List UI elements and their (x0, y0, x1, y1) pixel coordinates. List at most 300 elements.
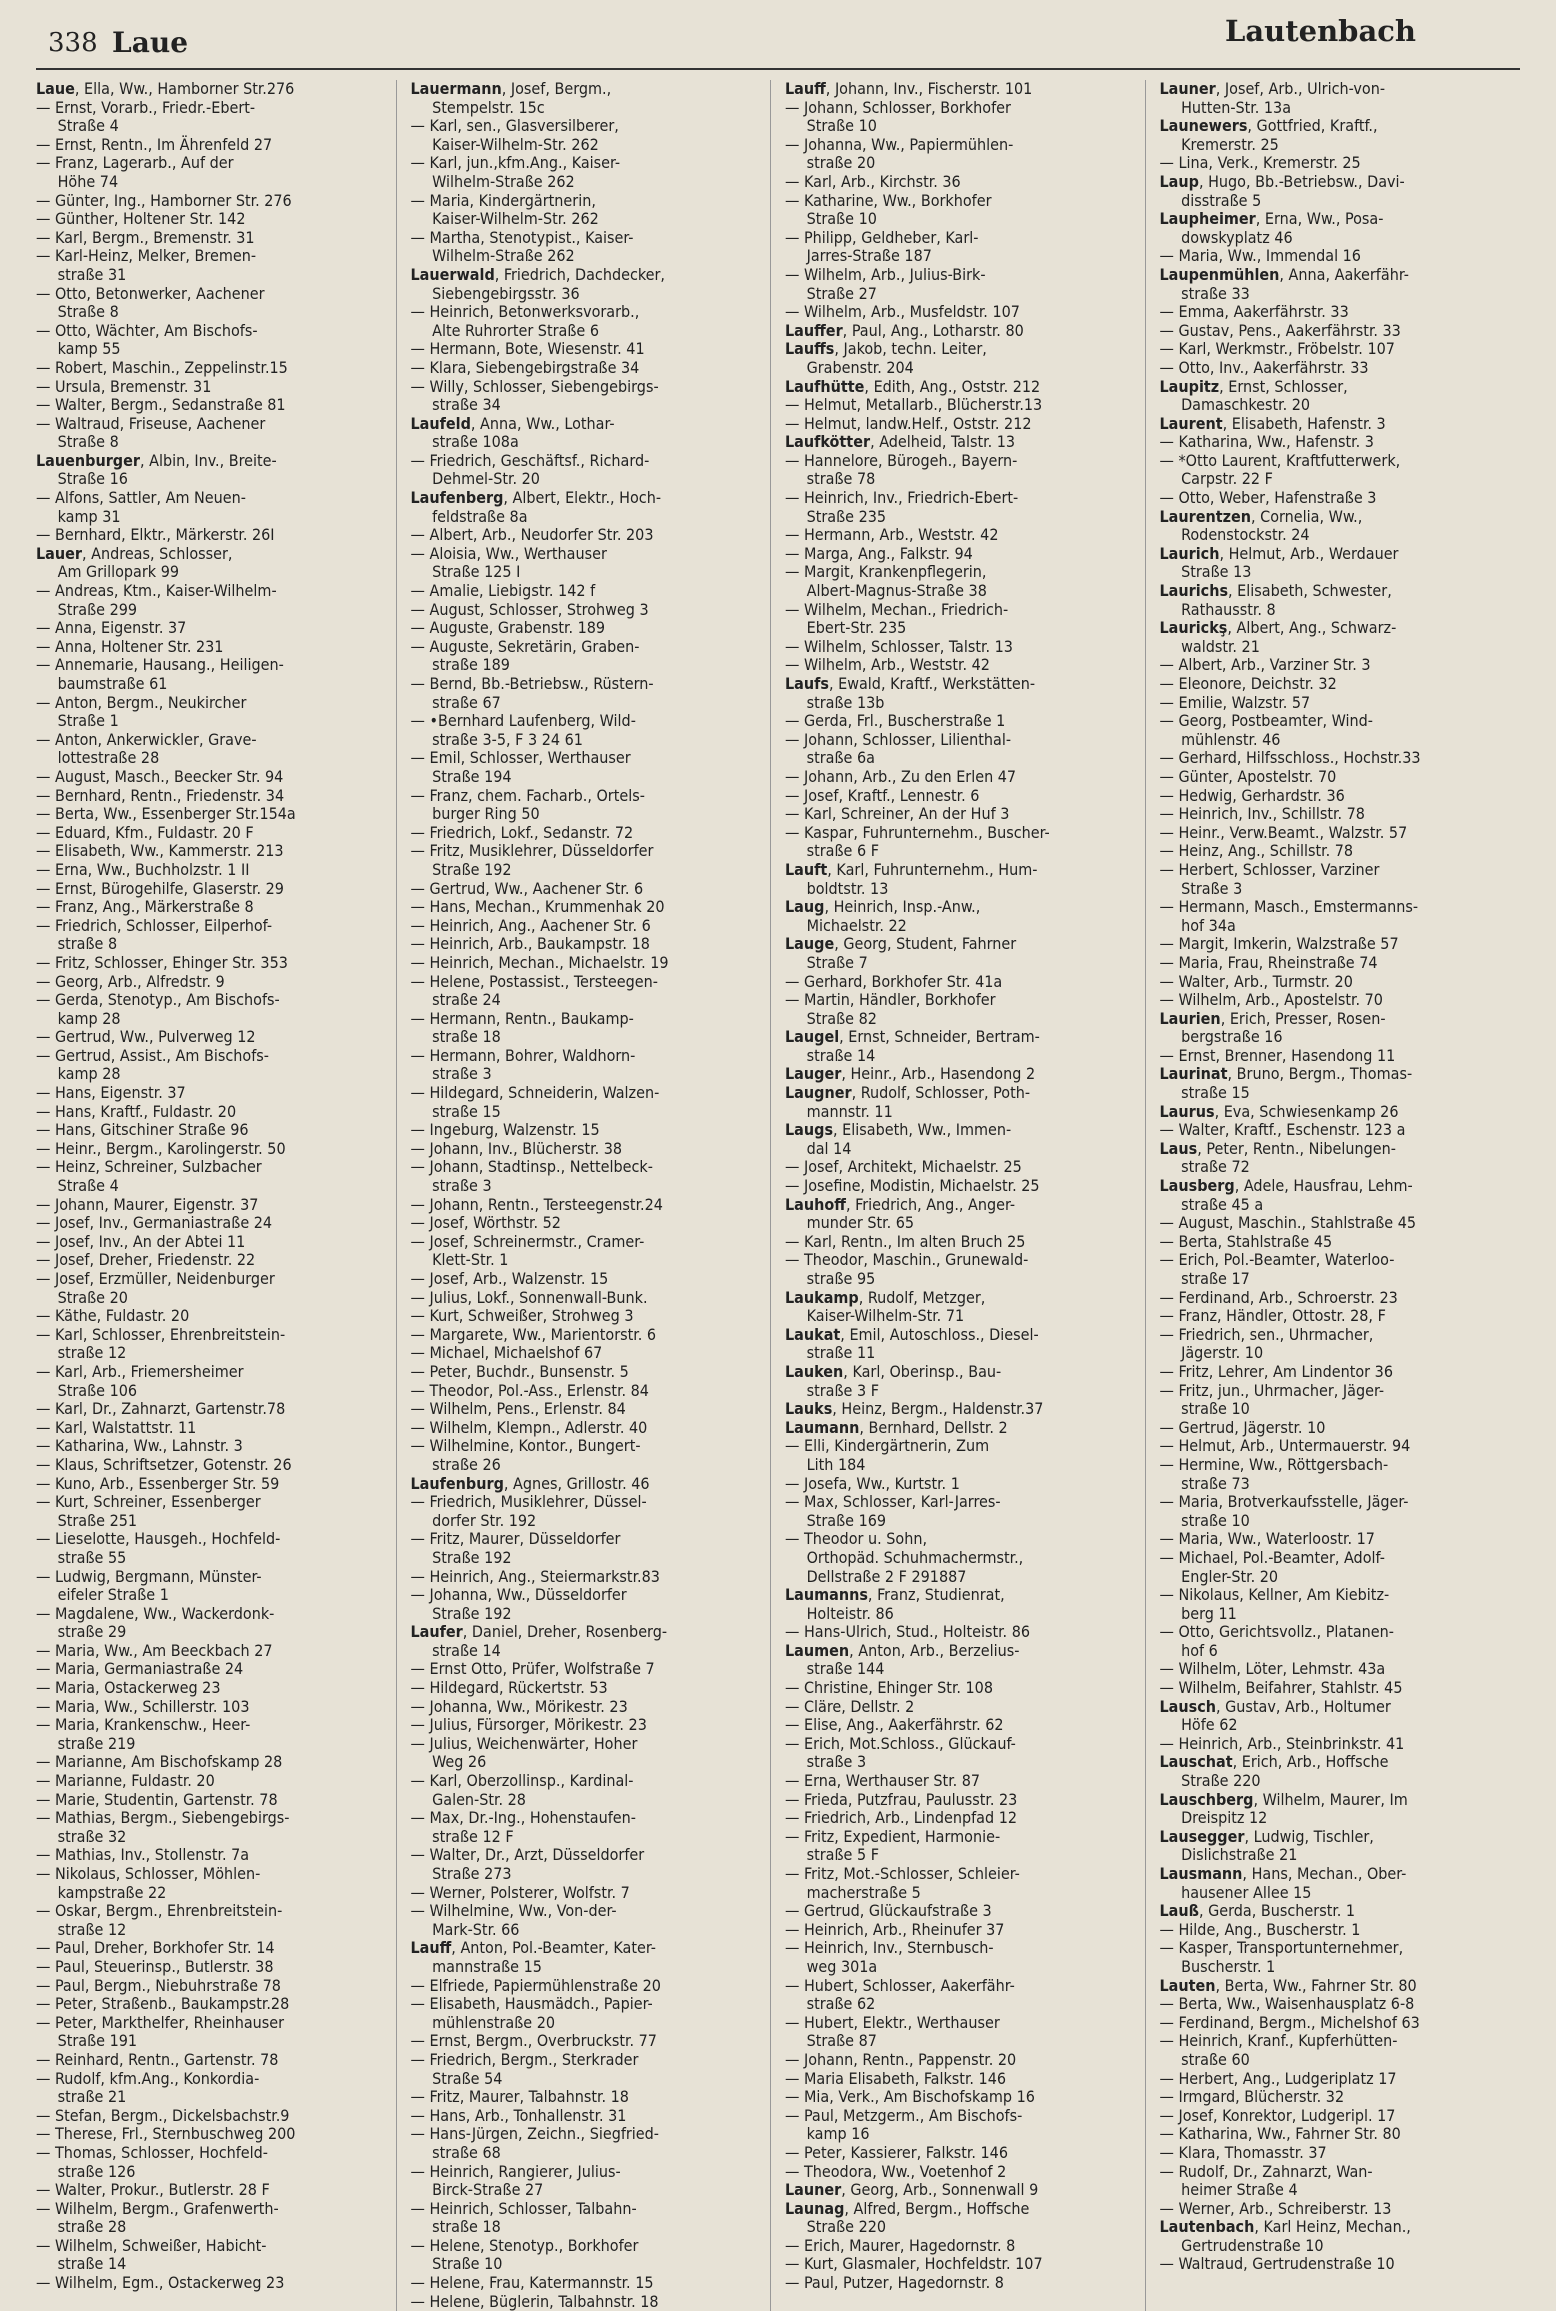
directory-entry: — Theodor u. Sohn, (785, 1529, 928, 1549)
directory-entry: — Gerhard, Hilfsschloss., Hochstr.33 (1159, 748, 1421, 768)
directory-entry: — Fritz, Lehrer, Am Lindentor 36 (1159, 1361, 1393, 1381)
directory-entry: Lauer, Andreas, Schlosser, (36, 543, 233, 563)
directory-entry: — Helene, Büglerin, Talbahnstr. 18 (410, 2291, 659, 2311)
page-guide-word: Lautenbach (1224, 14, 1416, 48)
directory-entry: Dreispitz 12 (1159, 1808, 1268, 1828)
directory-entry: — Lieselotte, Hausgeh., Hochfeld- (36, 1529, 281, 1549)
directory-entry: Laurent, Elisabeth, Hafenstr. 3 (1159, 413, 1386, 433)
directory-entry: — Gertrud, Assist., Am Bischofs- (36, 1045, 269, 1065)
directory-entry: straße 108a (410, 432, 519, 452)
page-first-word: Laue (112, 26, 189, 59)
directory-entry: — Klaus, Schriftsetzer, Gotenstr. 26 (36, 1454, 292, 1474)
directory-entry: — Waltraud, Gertrudenstraße 10 (1159, 2254, 1395, 2274)
directory-entry: Dellstraße 2 F 291887 (785, 1566, 967, 1586)
column-3 (785, 80, 1146, 2311)
directory-entry: — Marianne, Am Bischofskamp 28 (36, 1752, 283, 1772)
directory-entry: — Alfons, Sattler, Am Neuen- (36, 488, 246, 508)
directory-entry: — Gertrud, Glückaufstraße 3 (785, 1901, 992, 1921)
directory-entry: — Paul, Putzer, Hagedornstr. 8 (785, 2273, 1004, 2293)
directory-entry: kamp 31 (36, 506, 121, 526)
directory-entry: straße 73 (1159, 1473, 1250, 1493)
directory-entry: — Ursula, Bremenstr. 31 (36, 376, 212, 396)
directory-entry: Lauger, Heinr., Arb., Hasendong 2 (785, 1064, 1036, 1084)
directory-entry: Höhe 74 (36, 171, 119, 191)
directory-entry: — Heinrich, Inv., Friedrich-Ebert- (785, 488, 1019, 508)
directory-entry: Jägerstr. 10 (1159, 1343, 1264, 1363)
directory-entry: Dehmel-Str. 20 (410, 469, 540, 489)
directory-entry: — Karl, Arb., Kirchstr. 36 (785, 171, 961, 191)
directory-entry: — Wilhelm, Mechan., Friedrich- (785, 599, 1009, 619)
directory-entry: Laugel, Ernst, Schneider, Bertram- (785, 1027, 1040, 1047)
directory-entry: — Heinr., Verw.Beamt., Walzstr. 57 (1159, 822, 1408, 842)
directory-entry: — •Bernhard Laufenberg, Wild- (410, 711, 636, 731)
directory-entry: Laumen, Anton, Arb., Berzelius- (785, 1640, 1020, 1660)
directory-entry: — Julius, Lokf., Sonnenwall-Bunk. (410, 1287, 648, 1307)
directory-entry: Straße 194 (410, 766, 512, 786)
directory-entry: Straße 20 (36, 1287, 128, 1307)
directory-entry: — Hilde, Ang., Buscherstr. 1 (1159, 1919, 1361, 1939)
directory-columns (36, 79, 1520, 2311)
directory-entry: — Johann, Inv., Blücherstr. 38 (410, 1138, 623, 1158)
directory-entry: — Berta, Stahlstraße 45 (1159, 1231, 1333, 1251)
directory-entry: — Heinrich, Ang., Steiermarkstr.83 (410, 1566, 660, 1586)
directory-entry: — Peter, Kassierer, Falkstr. 146 (785, 2142, 1008, 2162)
directory-entry: Straße 87 (785, 2031, 877, 2051)
directory-entry: Birck-Straße 27 (410, 2180, 544, 2200)
directory-entry: — Heinrich, Ang., Aachener Str. 6 (410, 915, 651, 935)
directory-entry: hof 34a (1159, 915, 1236, 935)
directory-entry: — Maria, Brotverkaufsstelle, Jäger- (1159, 1492, 1409, 1512)
directory-entry: Straße 251 (36, 1510, 138, 1530)
directory-entry: — Hans, Gitschiner Straße 96 (36, 1120, 249, 1140)
directory-entry: — Reinhard, Rentn., Gartenstr. 78 (36, 2049, 279, 2069)
directory-entry: — Friedrich, Arb., Lindenpfad 12 (785, 1808, 1018, 1828)
directory-entry: — Frieda, Putzfrau, Paulusstr. 23 (785, 1789, 1018, 1809)
directory-entry: — Ernst, Brenner, Hasendong 11 (1159, 1045, 1396, 1065)
directory-entry: — Franz, chem. Facharb., Ortels- (410, 785, 645, 805)
directory-entry: — Klara, Siebengebirgstraße 34 (410, 357, 640, 377)
directory-entry: — Karl, Schreiner, An der Huf 3 (785, 804, 1010, 824)
directory-entry: Lauß, Gerda, Buscherstr. 1 (1159, 1901, 1356, 1921)
directory-entry: munder Str. 65 (785, 1213, 915, 1233)
directory-entry: Laupheimer, Erna, Ww., Posa- (1159, 209, 1384, 229)
directory-entry: straße 12 (36, 1343, 127, 1363)
directory-entry: straße 3 (785, 1752, 867, 1772)
directory-entry: — Margit, Imkerin, Walzstraße 57 (1159, 934, 1399, 954)
directory-entry: — Wilhelm, Arb., Weststr. 42 (785, 655, 990, 675)
directory-entry: — Kurt, Schreiner, Essenberger (36, 1492, 261, 1512)
directory-entry: — Hubert, Elektr., Werthauser (785, 2012, 1000, 2032)
directory-entry: Straße 106 (36, 1380, 138, 1400)
directory-entry: straße 15 (1159, 1083, 1250, 1103)
directory-entry: — Friedrich, sen., Uhrmacher, (1159, 1324, 1374, 1344)
directory-entry: — Hans, Arb., Tonhallenstr. 31 (410, 2105, 627, 2125)
directory-entry: straße 6a (785, 748, 875, 768)
directory-entry: Straße 10 (785, 116, 877, 136)
directory-entry: berg 11 (1159, 1603, 1237, 1623)
directory-entry: — Gerhard, Borkhofer Str. 41a (785, 971, 1003, 991)
directory-entry: mannstr. 11 (785, 1101, 893, 1121)
directory-entry: kamp 55 (36, 339, 121, 359)
directory-entry: — Josef, Kraftf., Lennestr. 6 (785, 785, 980, 805)
directory-entry: straße 20 (785, 153, 876, 173)
directory-entry: — Willy, Schlosser, Siebengebirgs- (410, 376, 659, 396)
directory-entry: Straße 1 (36, 711, 119, 731)
directory-entry: — Josefa, Ww., Kurtstr. 1 (785, 1473, 960, 1493)
directory-entry: — Otto, Inv., Aakerfährstr. 33 (1159, 357, 1369, 377)
directory-entry: Dislichstraße 21 (1159, 1845, 1298, 1865)
directory-entry: — Gustav, Pens., Aakerfährstr. 33 (1159, 320, 1401, 340)
directory-entry: — Helmut, Arb., Untermauerstr. 94 (1159, 1436, 1411, 1456)
directory-entry: — Ernst, Bürogehilfe, Glaserstr. 29 (36, 878, 284, 898)
directory-entry: Straße 10 (410, 2254, 503, 2274)
directory-entry: — Günther, Holtener Str. 142 (36, 209, 246, 229)
directory-entry: — Helmut, Metallarb., Blücherstr.13 (785, 395, 1043, 415)
directory-entry: weg 301a (785, 1956, 878, 1976)
directory-entry: — Fritz, Mot.-Schlosser, Schleier- (785, 1864, 1020, 1883)
directory-entry: — Anna, Eigenstr. 37 (36, 618, 187, 638)
directory-entry: Orthopäd. Schuhmachermstr., (785, 1547, 1024, 1567)
directory-entry: Straße 7 (785, 952, 868, 972)
directory-entry: — Christine, Ehinger Str. 108 (785, 1678, 993, 1698)
directory-entry: Straße 299 (36, 599, 138, 619)
directory-entry: — Helene, Postassist., Tersteegen- (410, 971, 658, 991)
directory-entry: — Nikolaus, Kellner, Am Kiebitz- (1159, 1585, 1390, 1605)
directory-entry: — Hermann, Arb., Weststr. 42 (785, 525, 999, 545)
directory-entry: — Michael, Pol.-Beamter, Adolf- (1159, 1547, 1385, 1567)
directory-entry: — Auguste, Sekretärin, Graben- (410, 636, 640, 656)
directory-entry: — Michael, Michaelshof 67 (410, 1343, 603, 1363)
directory-entry: Siebengebirgsstr. 36 (410, 283, 580, 303)
directory-entry: Straße 220 (1159, 1771, 1261, 1791)
directory-entry: — Marianne, Fuldastr. 20 (36, 1771, 215, 1791)
directory-entry: straße 45 a (1159, 1194, 1264, 1214)
directory-entry: — Mathias, Inv., Stollenstr. 7a (36, 1845, 250, 1865)
directory-entry: — Berta, Ww., Essenberger Str.154a (36, 804, 296, 824)
directory-entry: — Annemarie, Hausang., Heiligen- (36, 655, 284, 675)
directory-entry: — Ingeburg, Walzenstr. 15 (410, 1120, 600, 1140)
directory-entry: — Werner, Arb., Schreiberstr. 13 (1159, 2198, 1392, 2218)
directory-entry: Laufhütte, Edith, Ang., Oststr. 212 (785, 376, 1041, 396)
directory-entry: — Josef, Konrektor, Ludgeripl. 17 (1159, 2105, 1396, 2125)
directory-entry: — Wilhelm, Arb., Julius-Birk- (785, 264, 986, 284)
directory-entry: — Hildegard, Schneiderin, Walzen- (410, 1083, 660, 1103)
directory-entry: — Fritz, Maurer, Talbahnstr. 18 (410, 2087, 629, 2107)
directory-entry: straße 31 (36, 264, 127, 284)
directory-entry: — Ernst, Rentn., Im Ährenfeld 27 (36, 134, 273, 154)
directory-entry: — Georg, Postbeamter, Wind- (1159, 711, 1373, 731)
directory-entry: mannstraße 15 (410, 1956, 542, 1976)
directory-entry: straße 14 (36, 2254, 127, 2274)
directory-entry: straße 95 (785, 1269, 876, 1288)
directory-entry: — Margarete, Ww., Marientorstr. 6 (410, 1324, 656, 1344)
directory-entry: — Heinrich, Arb., Rheinufer 37 (785, 1919, 1005, 1939)
directory-entry: — Berta, Ww., Waisenhausplatz 6-8 (1159, 1994, 1415, 2014)
directory-entry: Launewers, Gottfried, Kraftf., (1159, 116, 1378, 136)
directory-entry: Straße 125 I (410, 562, 521, 582)
directory-entry: — Elli, Kindergärtnerin, Zum (785, 1436, 990, 1456)
directory-entry: — Kurt, Schweißer, Strohweg 3 (410, 1306, 634, 1326)
directory-entry: — Karl, Oberzollinsp., Kardinal- (410, 1771, 634, 1791)
directory-entry: Klett-Str. 1 (410, 1250, 509, 1270)
directory-entry: Rathausstr. 8 (1159, 599, 1276, 619)
directory-entry: — Bernhard, Elktr., Märkerstr. 26I (36, 525, 275, 545)
directory-entry: — Johann, Rentn., Pappenstr. 20 (785, 2049, 1017, 2069)
directory-entry: — Karl, Werkmstr., Fröbelstr. 107 (1159, 339, 1395, 359)
directory-entry: Straße 10 (785, 209, 877, 229)
directory-entry: Lausberg, Adele, Hausfrau, Lehm- (1159, 1176, 1413, 1196)
directory-entry: — Magdalene, Ww., Wackerdonk- (36, 1603, 275, 1623)
directory-entry: Straße 82 (785, 1008, 877, 1028)
directory-entry: — Hermann, Bohrer, Waldhorn- (410, 1045, 636, 1065)
directory-entry: — Nikolaus, Schlosser, Möhlen- (36, 1864, 261, 1883)
directory-entry: mühlenstraße 20 (410, 2012, 556, 2032)
directory-entry: — August, Masch., Beecker Str. 94 (36, 766, 284, 786)
directory-entry: — Otto, Weber, Hafenstraße 3 (1159, 488, 1377, 508)
directory-entry: Laue, Ella, Ww., Hamborner Str.276 (36, 79, 295, 98)
directory-entry: — Rudolf, Dr., Zahnarzt, Wan- (1159, 2161, 1373, 2181)
directory-entry: straße 12 F (410, 1826, 514, 1846)
directory-entry: Lausch, Gustav, Arb., Holtumer (1159, 1696, 1391, 1716)
directory-entry: Rodenstockstr. 24 (1159, 525, 1310, 545)
directory-entry: — Hans, Eigenstr. 37 (36, 1083, 186, 1103)
directory-entry: Laukamp, Rudolf, Metzger, (785, 1287, 986, 1307)
directory-entry: — Josef, Dreher, Friedenstr. 22 (36, 1250, 256, 1270)
directory-entry: — Elisabeth, Hausmädch., Papier- (410, 1994, 653, 2014)
directory-entry: Holteistr. 86 (785, 1603, 894, 1623)
directory-entry: Lauffer, Paul, Ang., Lotharstr. 80 (785, 320, 1024, 340)
directory-entry: Lauschat, Erich, Arb., Hoffsche (1159, 1752, 1389, 1772)
directory-entry: — Karl, Arb., Friemersheimer (36, 1361, 244, 1381)
directory-entry: — Katharina, Ww., Hafenstr. 3 (1159, 432, 1374, 452)
directory-entry: — Karl, Walstattstr. 11 (36, 1417, 197, 1437)
directory-entry: straße 13b (785, 692, 885, 712)
directory-entry: — Walter, Bergm., Sedanstraße 81 (36, 395, 286, 415)
directory-entry: — Auguste, Grabenstr. 189 (410, 618, 606, 638)
directory-entry: — Heinrich, Inv., Sternbusch- (785, 1938, 994, 1958)
directory-entry: — Maria, Ww., Am Beeckbach 27 (36, 1640, 273, 1660)
directory-entry: — Margit, Krankenpflegerin, (785, 562, 987, 582)
directory-entry: Laug, Heinrich, Insp.-Anw., (785, 897, 981, 917)
directory-entry: — Emilie, Walzstr. 57 (1159, 692, 1311, 712)
directory-entry: — Gertrud, Jägerstr. 10 (1159, 1417, 1326, 1437)
directory-entry: straße 33 (1159, 283, 1250, 303)
directory-entry: Laup, Hugo, Bb.-Betriebsw., Davi- (1159, 171, 1405, 191)
directory-entry: — Martha, Stenotypist., Kaiser- (410, 227, 634, 247)
directory-entry: straße 12 (36, 1919, 127, 1939)
directory-entry: — Peter, Straßenb., Baukampstr.28 (36, 1994, 290, 2014)
directory-entry: — Friedrich, Geschäftsf., Richard- (410, 450, 650, 470)
directory-entry: Laurentzen, Cornelia, Ww., (1159, 506, 1363, 526)
directory-entry: Hutten-Str. 13a (1159, 97, 1292, 117)
directory-entry: — Elfriede, Papiermühlenstraße 20 (410, 1975, 661, 1995)
directory-entry: Buscherstr. 1 (1159, 1956, 1276, 1976)
directory-entry: Straße 191 (36, 2031, 138, 2051)
directory-entry: — Emma, Aakerfährstr. 33 (1159, 302, 1349, 322)
directory-entry: Straße 8 (36, 432, 119, 452)
directory-entry: — Karl, Bergm., Bremenstr. 31 (36, 227, 255, 247)
directory-entry: — Anna, Holtener Str. 231 (36, 636, 224, 656)
directory-entry: — Paul, Steuerinsp., Butlerstr. 38 (36, 1956, 274, 1976)
directory-entry: Straße 192 (410, 859, 512, 879)
directory-entry: — Otto, Gerichtsvollz., Platanen- (1159, 1622, 1394, 1642)
directory-entry: Straße 3 (1159, 878, 1243, 898)
directory-entry: Alte Ruhrorter Straße 6 (410, 320, 599, 340)
directory-entry: — Hermann, Bote, Wiesenstr. 41 (410, 339, 645, 359)
directory-entry: Straße 4 (36, 1176, 119, 1196)
directory-entry: — Karl, jun.,kfm.Ang., Kaiser- (410, 153, 621, 173)
directory-entry: straße 29 (36, 1622, 127, 1642)
directory-entry: — Peter, Buchdr., Bunsenstr. 5 (410, 1361, 629, 1381)
directory-entry: — Erna, Werthauser Str. 87 (785, 1771, 981, 1791)
directory-entry: — Herbert, Schlosser, Varziner (1159, 859, 1380, 879)
directory-entry: — Hermine, Ww., Röttgersbach- (1159, 1454, 1389, 1474)
directory-entry: — Heinrich, Kranf., Kupferhütten- (1159, 2031, 1398, 2051)
directory-entry: — Johann, Rentn., Tersteegenstr.24 (410, 1194, 663, 1214)
directory-entry: Straße 235 (785, 506, 887, 526)
directory-entry: — Therese, Frl., Sternbuschweg 200 (36, 2124, 296, 2144)
directory-entry: — Waltraud, Friseuse, Aachener (36, 413, 266, 433)
directory-entry: — Hans, Kraftf., Fuldastr. 20 (36, 1101, 237, 1121)
directory-entry: feldstraße 8a (410, 506, 528, 526)
directory-entry: Am Grillopark 99 (36, 562, 179, 582)
directory-entry: Lauken, Karl, Oberinsp., Bau- (785, 1361, 1002, 1381)
directory-entry: straße 18 (410, 1027, 501, 1047)
directory-entry: Lauhoff, Friedrich, Ang., Anger- (785, 1194, 1016, 1214)
directory-entry: Laumanns, Franz, Studienrat, (785, 1585, 1005, 1605)
directory-entry: — Heinrich, Mechan., Michaelstr. 19 (410, 952, 669, 972)
directory-entry: straße 21 (36, 2087, 127, 2107)
directory-entry: straße 26 (410, 1454, 501, 1474)
directory-entry: — Maria, Krankenschw., Heer- (36, 1715, 251, 1735)
directory-entry: burger Ring 50 (410, 804, 540, 824)
directory-entry: straße 78 (785, 469, 876, 489)
directory-entry: — Hermann, Masch., Emstermanns- (1159, 897, 1419, 917)
directory-entry: — Josefine, Modistin, Michaelstr. 25 (785, 1176, 1040, 1196)
directory-entry: — Mia, Verk., Am Bischofskamp 16 (785, 2087, 1035, 2107)
directory-entry: straße 3-5, F 3 24 61 (410, 729, 583, 749)
directory-entry: — Werner, Polsterer, Wolfstr. 7 (410, 1882, 630, 1902)
directory-entry: — Klara, Thomasstr. 37 (1159, 2142, 1327, 2162)
directory-entry: — Albert, Arb., Varziner Str. 3 (1159, 655, 1371, 675)
directory-entry: — Heinrich, Betonwerksvorarb., (410, 302, 640, 322)
directory-entry: Laugner, Rudolf, Schlosser, Poth- (785, 1083, 1031, 1103)
directory-entry: Kaiser-Wilhelm-Str. 262 (410, 134, 599, 154)
directory-entry: Lauschberg, Wilhelm, Maurer, Im (1159, 1789, 1408, 1809)
directory-entry: — Ernst, Vorarb., Friedr.-Ebert- (36, 97, 256, 117)
directory-entry: — Gerda, Stenotyp., Am Bischofs- (36, 990, 280, 1010)
directory-entry: Lauks, Heinz, Bergm., Haldenstr.37 (785, 1399, 1044, 1419)
directory-entry: lottestraße 28 (36, 748, 160, 768)
directory-entry: — Marie, Studentin, Gartenstr. 78 (36, 1789, 278, 1809)
directory-entry: — Theodor, Maschin., Grunewald- (785, 1250, 1029, 1270)
directory-entry: — Maria, Frau, Rheinstraße 74 (1159, 952, 1378, 972)
directory-entry: Straße 54 (410, 2068, 503, 2088)
directory-entry: — Maria, Germaniastraße 24 (36, 1659, 244, 1679)
directory-entry: — Helmut, landw.Helf., Oststr. 212 (785, 413, 1032, 433)
directory-entry: — Erich, Maurer, Hagedornstr. 8 (785, 2235, 1016, 2255)
directory-entry: — Ferdinand, Bergm., Michelshof 63 (1159, 2012, 1420, 2032)
directory-entry: — Heinrich, Inv., Schillstr. 78 (1159, 804, 1365, 824)
directory-entry: — *Otto Laurent, Kraftfutterwerk, (1159, 450, 1401, 470)
directory-entry: Laufenburg, Agnes, Grillostr. 46 (410, 1473, 650, 1493)
directory-entry: — Ferdinand, Arb., Schroerstr. 23 (1159, 1287, 1398, 1307)
directory-entry: Lauten, Berta, Ww., Fahrner Str. 80 (1159, 1975, 1417, 1995)
directory-entry: Launer, Georg, Arb., Sonnenwall 9 (785, 2180, 1039, 2200)
directory-entry: — Walter, Kraftf., Eschenstr. 123 a (1159, 1120, 1406, 1140)
directory-entry: — Eleonore, Deichstr. 32 (1159, 674, 1337, 693)
directory-entry: straße 28 (36, 2217, 127, 2237)
directory-entry: — Robert, Maschin., Zeppelinstr.15 (36, 357, 288, 377)
directory-entry: — Helene, Stenotyp., Borkhofer (410, 2235, 639, 2255)
directory-entry: Straße 4 (36, 116, 119, 136)
directory-entry: Straße 169 (785, 1510, 887, 1530)
directory-entry: disstraße 5 (1159, 190, 1262, 210)
directory-entry: Laufeld, Anna, Ww., Lothar- (410, 413, 615, 433)
directory-entry: Laurich, Helmut, Arb., Werdauer (1159, 543, 1399, 563)
directory-entry: Ebert-Str. 235 (785, 618, 907, 638)
directory-entry: straße 3 F (785, 1380, 879, 1400)
directory-entry: Laurien, Erich, Presser, Rosen- (1159, 1008, 1386, 1028)
directory-entry: — Friedrich, Musiklehrer, Düssel- (410, 1492, 647, 1512)
directory-entry: — Johanna, Ww., Papiermühlen- (785, 134, 1014, 154)
directory-entry: — Lina, Verk., Kremerstr. 25 (1159, 153, 1361, 173)
directory-entry: — Paul, Dreher, Borkhofer Str. 14 (36, 1938, 275, 1958)
directory-entry: straße 10 (1159, 1399, 1250, 1419)
directory-entry: — Herbert, Ang., Ludgeriplatz 17 (1159, 2068, 1397, 2088)
directory-entry: — Martin, Händler, Borkhofer (785, 990, 996, 1010)
directory-entry: — Franz, Ang., Märkerstraße 8 (36, 897, 254, 917)
directory-entry: Laurus, Eva, Schwiesenkamp 26 (1159, 1101, 1399, 1121)
directory-entry: — Hans-Jürgen, Zeichn., Siegfried- (410, 2124, 659, 2144)
directory-entry: Straße 273 (410, 1864, 512, 1883)
directory-entry: — Maria, Kindergärtnerin, (410, 190, 596, 210)
directory-entry: — Karl, Rentn., Im alten Bruch 25 (785, 1231, 1026, 1251)
directory-entry: Laufs, Ewald, Kraftf., Werkstätten- (785, 674, 1036, 693)
directory-entry: kampstraße 22 (36, 1882, 167, 1902)
directory-entry: Laupitz, Ernst, Schlosser, (1159, 376, 1348, 396)
directory-entry: dorfer Str. 192 (410, 1510, 537, 1530)
directory-entry: straße 3 (410, 1176, 492, 1196)
directory-entry: — Wilhelmine, Kontor., Bungert- (410, 1436, 641, 1456)
directory-entry: Laufenberg, Albert, Elektr., Hoch- (410, 488, 662, 508)
directory-entry: straße 67 (410, 692, 501, 712)
directory-entry: Höfe 62 (1159, 1715, 1238, 1735)
directory-entry: — Maria Elisabeth, Falkstr. 146 (785, 2068, 1006, 2088)
directory-entry: — Theodor, Pol.-Ass., Erlenstr. 84 (410, 1380, 649, 1400)
directory-entry: — Wilhelm, Beifahrer, Stahlstr. 45 (1159, 1678, 1403, 1698)
directory-entry: — Kasper, Transportunternehmer, (1159, 1938, 1404, 1958)
directory-entry: — Kaspar, Fuhrunternehm., Buscher- (785, 822, 1050, 842)
directory-entry: straße 72 (1159, 1157, 1250, 1177)
directory-entry: Albert-Magnus-Straße 38 (785, 581, 987, 601)
directory-entry: straße 17 (1159, 1269, 1250, 1288)
directory-entry: — Bernd, Bb.-Betriebsw., Rüstern- (410, 674, 654, 693)
directory-entry: straße 14 (410, 1640, 501, 1660)
directory-entry: — Friedrich, Lokf., Sedanstr. 72 (410, 822, 634, 842)
directory-entry: — Wilhelm, Klempn., Adlerstr. 40 (410, 1417, 648, 1437)
directory-entry: — Wilhelm, Arb., Apostelstr. 70 (1159, 990, 1383, 1010)
directory-entry: — Erich, Mot.Schloss., Glückauf- (785, 1733, 1016, 1753)
directory-entry: straße 5 F (785, 1845, 879, 1865)
directory-entry: — Hans-Ulrich, Stud., Holteistr. 86 (785, 1622, 1030, 1642)
directory-entry: Straße 8 (36, 302, 119, 322)
directory-entry: straße 10 (1159, 1510, 1250, 1530)
directory-entry: — Johann, Schlosser, Lilienthal- (785, 729, 1012, 749)
directory-entry: — Günter, Ing., Hamborner Str. 276 (36, 190, 292, 210)
directory-entry: — Max, Dr.-Ing., Hohenstaufen- (410, 1808, 636, 1828)
directory-entry: — Kuno, Arb., Essenberger Str. 59 (36, 1473, 280, 1493)
